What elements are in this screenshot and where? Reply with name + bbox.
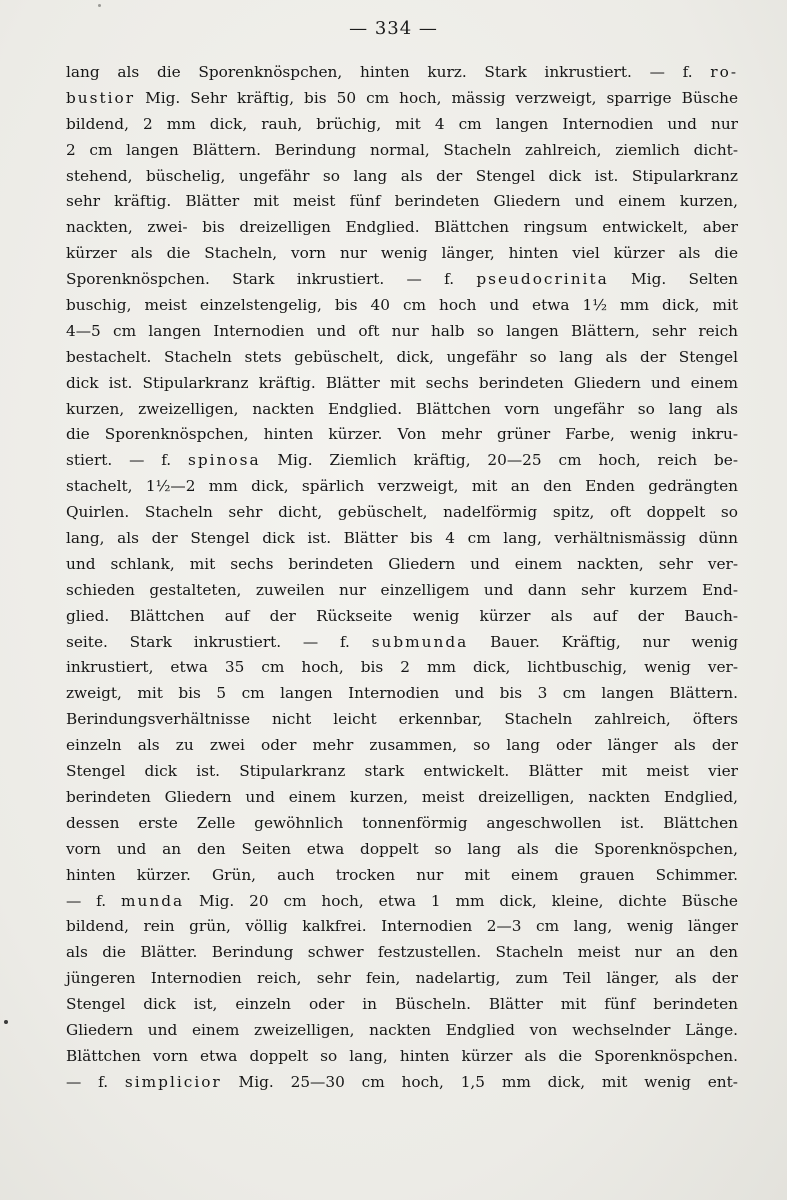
text-line — [66, 345, 738, 371]
text-run: kürzer als die Stacheln, vorn nur wenig länger, hinten viel kürzer als die — [66, 244, 738, 263]
text-run: Mig. Ziemlich kräftig, 20—25 cm hoch, reich be- — [260, 451, 738, 470]
taxon-name: submunda — [371, 632, 469, 651]
text-line — [66, 319, 738, 345]
text-line — [66, 759, 738, 785]
text-line — [66, 785, 738, 811]
text-run: lang als die Sporenknöspchen, hinten kurz. Stark inkrustiert. — f. — [66, 63, 711, 81]
text-line — [66, 681, 738, 707]
text-run: Sporenknöspchen. Stark inkrustiert. — f. — [66, 270, 477, 289]
text-line — [66, 371, 738, 397]
text-line — [66, 474, 738, 500]
text-run: nackten, zwei- bis dreizelligen Endglied. Blättchen ringsum entwickelt, aber — [66, 218, 738, 237]
text-line — [66, 112, 738, 138]
text-run: dessen erste Zelle gewöhnlich tonnenförmig angeschwollen ist. Blättchen — [66, 813, 738, 832]
text-line — [66, 707, 738, 733]
text-line — [66, 1018, 738, 1044]
text-run: Mig. Selten — [608, 270, 738, 289]
text-run: einzeln als zu zwei oder mehr zusammen, so lang oder länger als der — [66, 736, 738, 755]
text-run: seite. Stark inkrustiert. — f. — [66, 632, 372, 651]
text-run: Quirlen. Stacheln sehr dicht, gebüschelt, nadelförmig spitz, oft doppelt so — [66, 503, 738, 522]
text-line — [66, 422, 738, 448]
text-line — [66, 189, 738, 215]
text-run: zweigt, mit bis 5 cm langen Internodien und bis 3 cm langen Blättern. — [66, 684, 738, 703]
text-run: bestachelt. Stacheln stets gebüschelt, dick, ungefähr so lang als der Stengel — [66, 347, 738, 366]
text-line — [66, 1044, 738, 1070]
text-run: die Sporenknöspchen, hinten kürzer. Von mehr grüner Farbe, wenig inkru- — [66, 425, 738, 444]
text-run: Bauer. Kräftig, nur wenig — [468, 632, 739, 651]
text-run: bildend, rein grün, völlig kalkfrei. Internodien 2—3 cm lang, wenig länger — [66, 917, 738, 936]
text-line — [66, 655, 738, 681]
text-line — [66, 526, 738, 552]
text-line — [66, 164, 738, 190]
text-run: stachelt, 1½—2 mm dick, spärlich verzweigt, mit an den Enden gedrängten — [66, 477, 738, 496]
taxon-name: spinosa — [188, 451, 261, 470]
ink-speck — [4, 1020, 8, 1024]
text-run: vorn und an den Seiten etwa doppelt so lang als die Sporenknöspchen, — [66, 839, 738, 858]
text-line — [66, 552, 738, 578]
text-line — [66, 889, 738, 915]
text-run: bildend, 2 mm dick, rauh, brüchig, mit 4 cm langen Internodien und nur — [66, 114, 738, 133]
ink-speck — [98, 4, 101, 7]
text-run: Gliedern und einem zweizelligen, nackten Endglied von wechselnder Länge. — [66, 1020, 738, 1039]
text-line — [66, 733, 738, 759]
text-run: Stengel dick ist. Stipularkranz stark entwickelt. Blätter mit meist vier — [66, 762, 738, 781]
taxon-name: munda — [121, 891, 185, 910]
text-run: stehend, büschelig, ungefähr so lang als der Stengel dick ist. Stipularkranz — [66, 166, 738, 185]
text-run: als die Blätter. Berindung schwer festzustellen. Stacheln meist nur an den — [66, 943, 738, 962]
text-run: glied. Blättchen auf der Rückseite wenig kürzer als auf der Bauch- — [66, 606, 738, 625]
text-line — [66, 448, 738, 474]
text-run: 4—5 cm langen Internodien und oft nur halb so langen Blättern, sehr reich — [66, 321, 738, 340]
text-line — [66, 914, 738, 940]
text-run: und schlank, mit sechs berindeten Gliedern und einem nackten, sehr ver- — [66, 554, 738, 573]
text-run: kurzen, zweizelligen, nackten Endglied. Blättchen vorn ungefähr so lang als — [66, 399, 738, 418]
text-line — [66, 811, 738, 837]
taxon-name: simplicior — [124, 1072, 222, 1091]
text-run: Mig. Sehr kräftig, bis 50 cm hoch, mässig verzweigt, sparrige Büsche — [135, 88, 738, 107]
text-run: Blättchen vorn etwa doppelt so lang, hinten kürzer als die Sporenknöspchen. — [66, 1046, 738, 1065]
text-line — [66, 241, 738, 267]
text-run: schieden gestalteten, zuweilen nur einzelligem und dann sehr kurzem End- — [66, 580, 738, 599]
text-line — [66, 837, 738, 863]
body-text — [66, 60, 738, 1096]
text-run: Mig. 25—30 cm hoch, 1,5 mm dick, mit wenig ent- — [221, 1072, 738, 1091]
text-line — [66, 267, 738, 293]
text-line — [66, 604, 738, 630]
text-run: Stengel dick ist, einzeln oder in Büscheln. Blätter mit fünf berindeten — [66, 995, 738, 1014]
text-line — [66, 60, 738, 86]
text-line — [66, 293, 738, 319]
text-line — [66, 863, 738, 889]
text-run: stiert. — f. — [66, 451, 188, 470]
text-line — [66, 992, 738, 1018]
text-run: Mig. 20 cm hoch, etwa 1 mm dick, kleine, dichte Büsche — [184, 891, 738, 910]
text-run: 2 cm langen Blättern. Berindung normal, Stacheln zahlreich, ziemlich dicht- — [66, 140, 738, 159]
text-run: lang, als der Stengel dick ist. Blätter bis 4 cm lang, verhältnismässig dünn — [66, 529, 738, 548]
text-run: — f. — [66, 891, 122, 910]
text-line — [66, 86, 738, 112]
text-line — [66, 397, 738, 423]
text-run: Berindungsverhältnisse nicht leicht erkennbar, Stacheln zahlreich, öfters — [66, 710, 738, 729]
text-line — [66, 966, 738, 992]
taxon-name: pseudocrinita — [476, 270, 609, 289]
text-run: — f. — [66, 1072, 125, 1091]
text-line — [66, 578, 738, 604]
text-run: buschig, meist einzelstengelig, bis 40 cm hoch und etwa 1½ mm dick, mit — [66, 296, 738, 315]
text-run: sehr kräftig. Blätter mit meist fünf berindeten Gliedern und einem kurzen, — [66, 192, 738, 211]
text-run: berindeten Gliedern und einem kurzen, meist dreizelligen, nackten Endglied, — [66, 787, 738, 806]
text-run: inkrustiert, etwa 35 cm hoch, bis 2 mm dick, lichtbuschig, wenig ver- — [66, 658, 738, 677]
text-line — [66, 500, 738, 526]
text-line — [66, 940, 738, 966]
text-line — [66, 630, 738, 656]
text-run: jüngeren Internodien reich, sehr fein, nadelartig, zum Teil länger, als der — [66, 969, 738, 988]
text-run: dick ist. Stipularkranz kräftig. Blätter mit sechs berindeten Gliedern und einem — [66, 373, 738, 392]
taxon-name: ro- — [710, 63, 738, 81]
page-number: — 334 — — [349, 18, 438, 39]
taxon-name: bustior — [66, 88, 136, 107]
text-line — [66, 138, 738, 164]
text-line — [66, 215, 738, 241]
text-run: hinten kürzer. Grün, auch trocken nur mit einem grauen Schimmer. — [66, 865, 738, 884]
text-line — [66, 1070, 738, 1096]
